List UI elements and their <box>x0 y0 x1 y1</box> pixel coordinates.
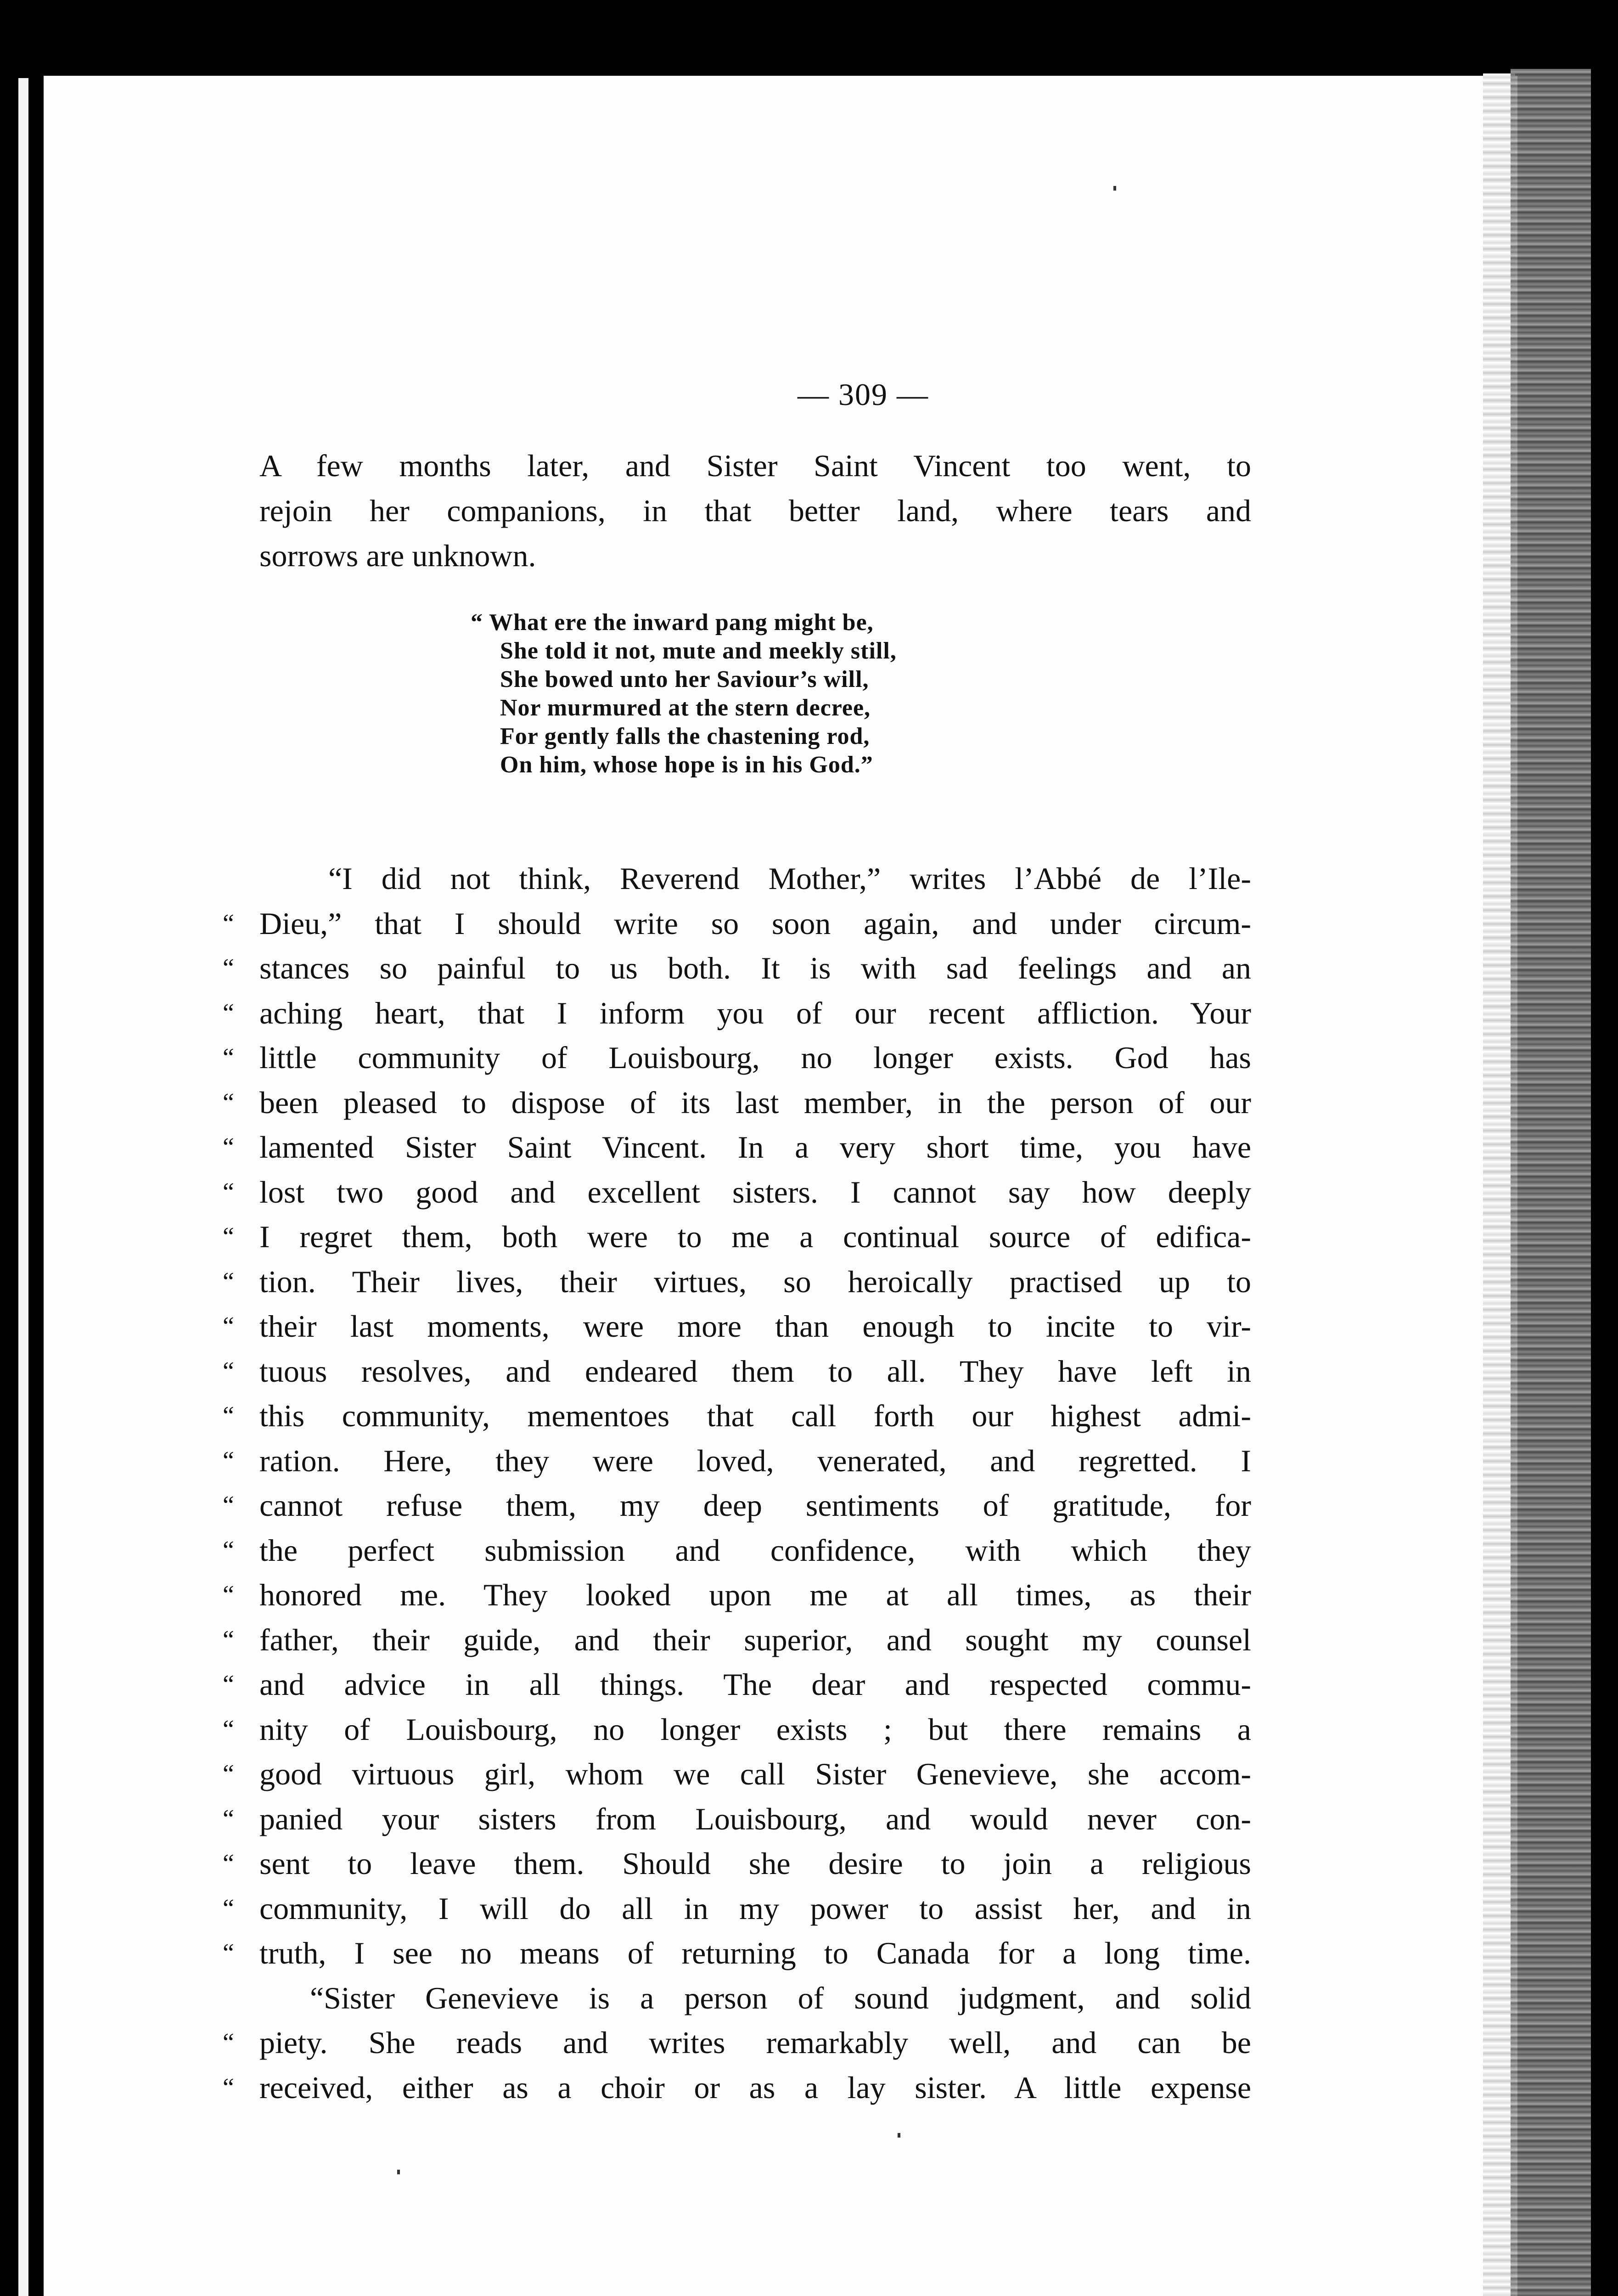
line-text: this community, mementoes that call forth our highest admi- <box>259 1398 1251 1433</box>
quote-mark: “ <box>223 1894 234 1923</box>
quote-mark: “ <box>223 1312 234 1340</box>
text-line <box>223 1035 1251 1080</box>
line-text: “Sister Genevieve is a person of sound judgment, and solid <box>310 1980 1251 2015</box>
text-line <box>223 1125 1251 1170</box>
text-line <box>223 1662 1251 1707</box>
line-text: stances so painful to us both. It is with sad feelings and an <box>259 951 1251 985</box>
poem-quote <box>471 608 897 779</box>
text-line <box>223 1483 1251 1528</box>
poem-line: She bowed unto her Saviour’s will, <box>500 666 869 692</box>
quote-mark: “ <box>223 1222 234 1251</box>
line-text: piety. She reads and writes remarkably well, and can be <box>259 2025 1251 2060</box>
quote-mark: “ <box>223 1804 234 1833</box>
line-text: sent to leave them. Should she desire to join a religious <box>259 1846 1251 1881</box>
text-line: sorrows are unknown. <box>259 538 536 573</box>
quote-mark: “ <box>223 1670 234 1699</box>
scan-edge-noise <box>1511 69 1591 2296</box>
quote-mark: “ <box>223 1133 234 1161</box>
line-text: truth, I see no means of returning to Canada for a long time. <box>259 1936 1251 1970</box>
book-page <box>44 76 1517 2296</box>
line-text: ration. Here, they were loved, venerated, and regretted. I <box>259 1443 1251 1478</box>
line-text: nity of Louisbourg, no longer exists ; but there remains a <box>259 1711 1251 1747</box>
text-line <box>223 1752 1251 1797</box>
text-line <box>223 1260 1251 1305</box>
quote-mark: “ <box>223 1491 234 1519</box>
text-line <box>223 991 1251 1036</box>
letter-text <box>223 856 1251 2110</box>
quote-mark: “ <box>223 2028 234 2057</box>
quote-mark: “ <box>223 1536 234 1564</box>
quote-mark: “ <box>223 998 234 1027</box>
line-text: “I did not think, Reverend Mother,” writes l’Abbé de l’Ile- <box>328 861 1251 896</box>
text-line <box>223 1797 1251 1842</box>
poem-line: For gently falls the chastening rod, <box>500 723 870 749</box>
line-text: little community of Louisbourg, no longer exists. God has <box>259 1040 1251 1075</box>
text-line <box>223 1528 1251 1573</box>
line-text: lost two good and excellent sisters. I cannot say how deeply <box>259 1174 1251 1210</box>
line-text: honored me. They looked upon me at all times, as their <box>259 1577 1251 1612</box>
text-line <box>223 1573 1251 1618</box>
text-line: rejoin her companions, in that better land, where tears and <box>259 493 1251 528</box>
quote-mark: “ <box>223 1088 234 1117</box>
quote-mark: “ <box>223 1760 234 1788</box>
line-text: good virtuous girl, whom we call Sister Genevieve, she accom- <box>259 1756 1251 1791</box>
text-line <box>223 2065 1251 2110</box>
text-line <box>223 1707 1251 1752</box>
poem-line: On him, whose hope is in his God.” <box>500 752 873 778</box>
quote-mark: “ <box>223 1267 234 1296</box>
line-text: I regret them, both were to me a continual source of edifica- <box>259 1219 1251 1254</box>
scan-speck <box>1113 186 1116 191</box>
text-line: A few months later, and Sister Saint Vincent too went, to <box>259 448 1251 483</box>
text-line <box>259 1976 1251 2021</box>
line-text: the perfect submission and confidence, with which they <box>259 1532 1251 1568</box>
text-line <box>223 1394 1251 1439</box>
page-number: — 309 — <box>798 377 929 412</box>
intro-paragraph <box>259 443 1251 578</box>
line-text: tion. Their lives, their virtues, so heroically practised up to <box>259 1264 1251 1299</box>
text-line <box>223 946 1251 991</box>
line-text: community, I will do all in my power to assist her, and in <box>259 1891 1251 1926</box>
quote-mark: “ <box>223 1849 234 1878</box>
poem-line: “ What ere the inward pang might be, <box>471 609 874 636</box>
quote-mark: “ <box>223 954 234 982</box>
poem-line: She told it not, mute and meekly still, <box>500 638 897 664</box>
text-line <box>223 1349 1251 1394</box>
line-text: their last moments, were more than enough to incite to vir- <box>259 1309 1251 1344</box>
quote-mark: “ <box>223 909 234 938</box>
line-text: cannot refuse them, my deep sentiments of gratitude, for <box>259 1488 1251 1523</box>
line-text: father, their guide, and their superior, and sought my counsel <box>259 1622 1251 1657</box>
text-line <box>223 1931 1251 1976</box>
quote-mark: “ <box>223 1939 234 1967</box>
binding-rule <box>18 78 28 2296</box>
quote-mark: “ <box>223 1446 234 1475</box>
quote-mark: “ <box>223 1177 234 1206</box>
text-line <box>223 1170 1251 1215</box>
scan-speck <box>397 2170 400 2174</box>
line-text: and advice in all things. The dear and respected commu- <box>259 1667 1251 1702</box>
quote-mark: “ <box>223 1043 234 1072</box>
text-line <box>223 2020 1251 2065</box>
quote-mark: “ <box>223 1356 234 1385</box>
line-text: aching heart, that I inform you of our recent affliction. Your <box>259 995 1251 1030</box>
poem-line: Nor murmured at the stern decree, <box>500 695 871 721</box>
text-line <box>223 1439 1251 1484</box>
text-line <box>223 901 1251 946</box>
line-text: tuous resolves, and endeared them to all. They have left in <box>259 1353 1251 1389</box>
text-line <box>223 1841 1251 1886</box>
line-text: been pleased to dispose of its last member, in the person of our <box>259 1085 1251 1120</box>
quote-mark: “ <box>223 1401 234 1430</box>
line-text: received, either as a choir or as a lay sister. A little expense <box>259 2070 1251 2105</box>
text-line <box>223 1618 1251 1663</box>
quote-mark: “ <box>223 1715 234 1744</box>
text-line <box>223 1886 1251 1931</box>
line-text: lamented Sister Saint Vincent. In a very short time, you have <box>259 1130 1251 1165</box>
scan-speck <box>898 2133 900 2138</box>
text-line <box>223 1080 1251 1125</box>
text-line <box>259 856 1251 901</box>
line-text: Dieu,” that I should write so soon again, and under circum- <box>259 906 1251 941</box>
quote-mark: “ <box>223 1625 234 1654</box>
text-line <box>223 1304 1251 1349</box>
quote-mark: “ <box>223 1581 234 1609</box>
line-text: panied your sisters from Louisbourg, and would never con- <box>259 1801 1251 1836</box>
text-line <box>223 1215 1251 1260</box>
quote-mark: “ <box>223 2073 234 2102</box>
